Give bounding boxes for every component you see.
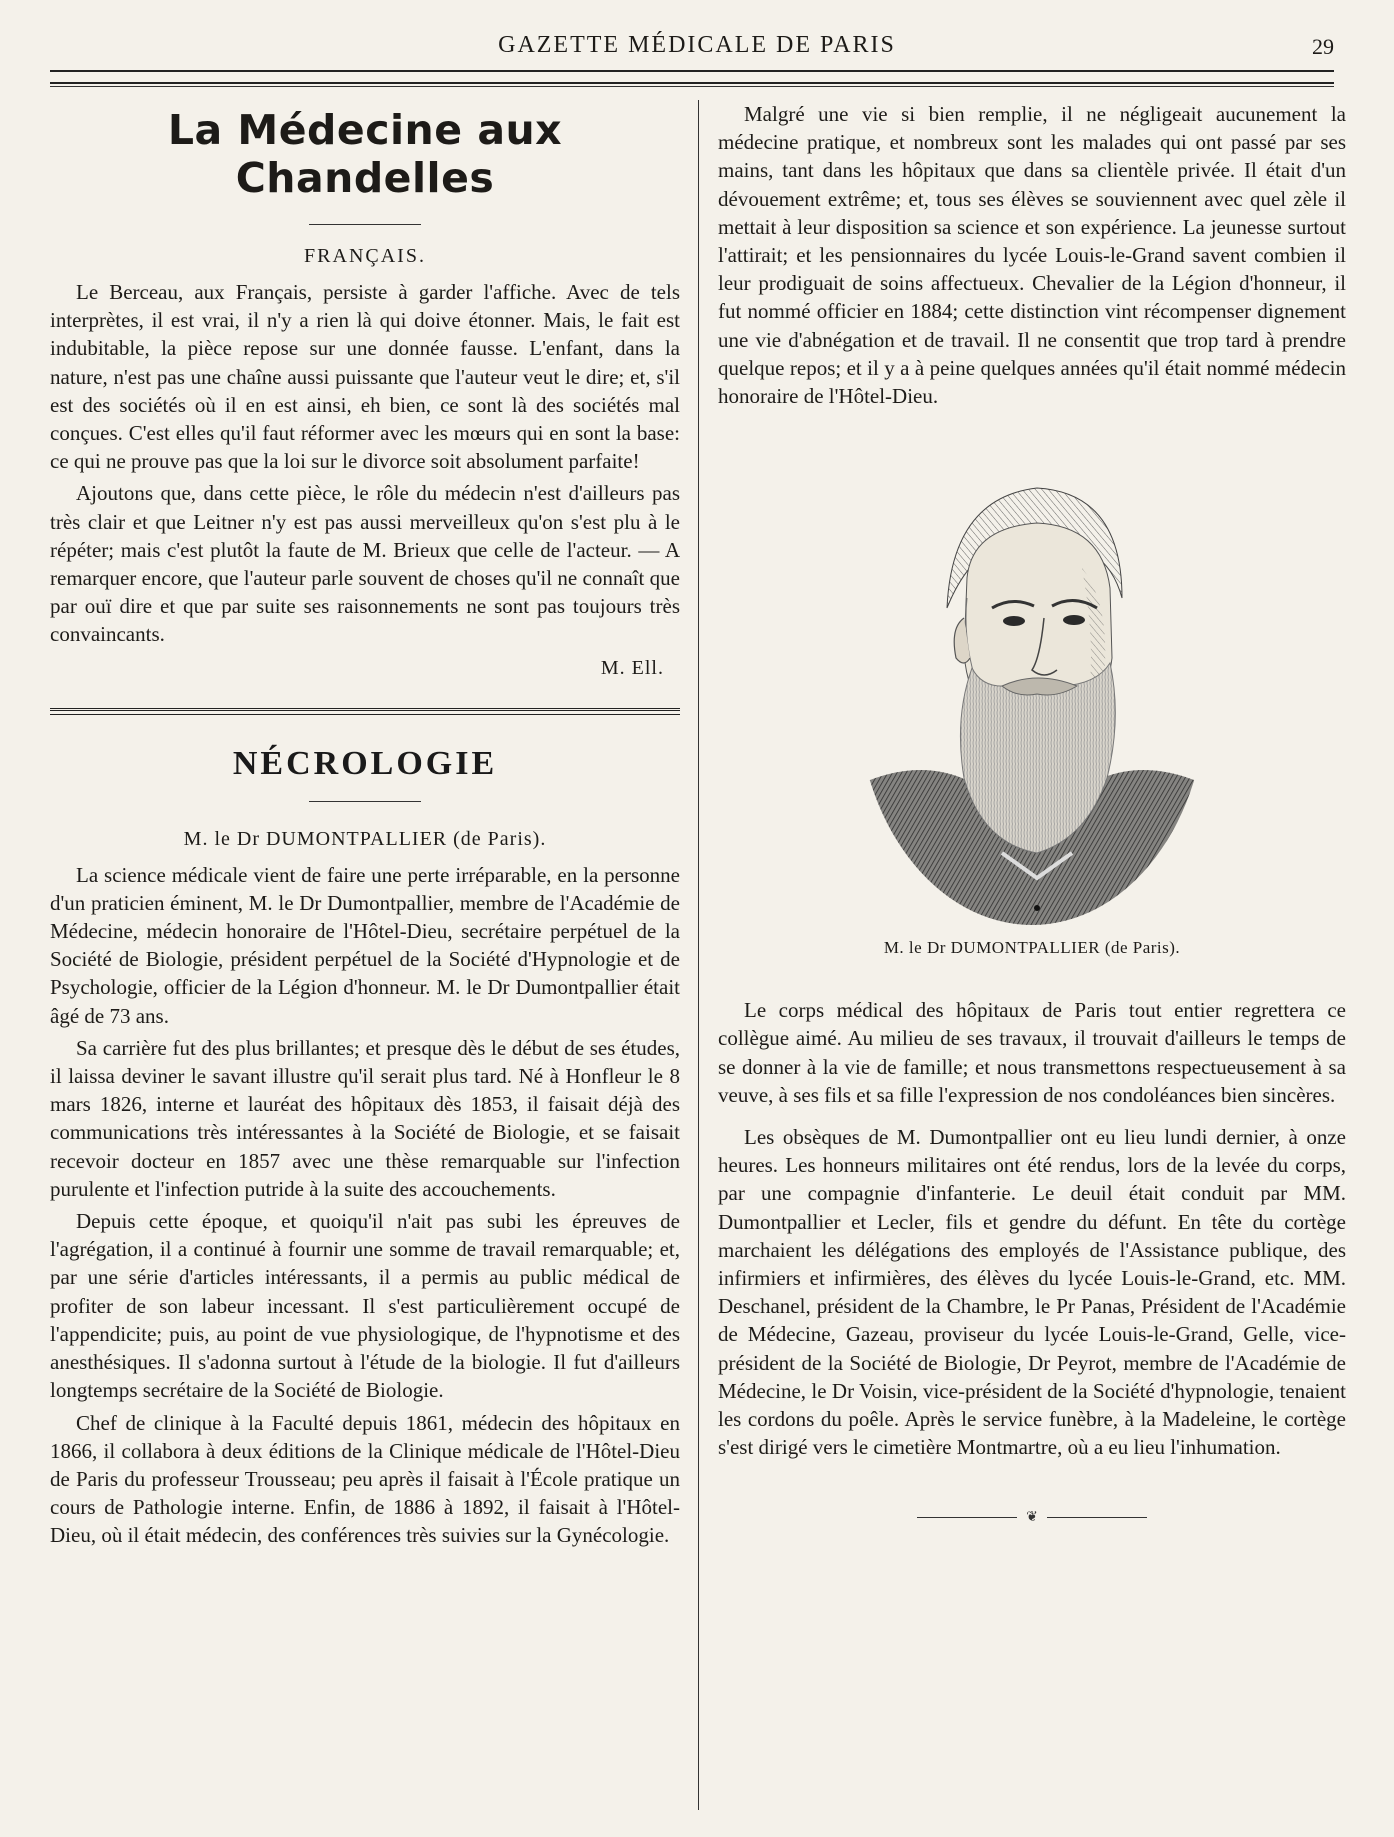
- obituary-paragraph-6: Le corps médical des hôpitaux de Paris tout entier regrettera ce collègue aimé. Au milieu de ses travaux, il trouvait d'ailleurs le temps de se donner à la vie de famille; et nous transmettons respectueusement à sa veuve, à ses fils et sa fille l'expression de nos condoléances bien sincères.: [718, 998, 1346, 1107]
- obituary-paragraph-1: La science médicale vient de faire une perte irréparable, en la personne d'un praticien éminent, M. le Dr Dumontpallier, membre de l'Académie de Médecine, médecin honoraire de l'Hôtel-Dieu, secrétaire perpétuel de la Société de Biologie, président perpétuel de la Société d'Hypnologie et de Psychologie, officier de la Légion d'honneur. M. le Dr Dumontpallier était âgé de 73 ans.: [50, 862, 680, 1028]
- necrologie-heading: NÉCROLOGIE: [232, 744, 498, 782]
- obituary-paragraph-5: Malgré une vie si bien remplie, il ne négligeait aucunement la médecine pratique, et nombreux sont les malades qui ont passé par ses mains, tant dans les hôpitaux que dans sa clientèle privée. Il était d'un dévouement extrême; et, tous ses élèves se souviennent avec quel zèle il mettait à leur disposition sa science et son expérience. La jeunesse surtout l'attirait; et les pensionnaires du lycée Louis-le-Grand savent combien il leur prodiguait de soins affectueux. Chevalier de la Légion d'honneur, il fut nommé officier en 1884; cette distinction vint récompenser dignement une vie d'abnégation et de travail. Il ne consentit que trop tard à prendre quelque repos; et il y a à peine quelques années qu'il était nommé médecin honoraire de l'Hôtel-Dieu.: [718, 102, 1346, 409]
- necrologie-rule: [309, 801, 421, 802]
- ornament-flourish-icon: ❦: [1021, 1509, 1043, 1526]
- obituary-paragraph-2: Sa carrière fut des plus brillantes; et presque dès le début de ses études, il laissa deviner le savant illustre qu'il serait plus tard. Né à Honfleur le 8 mars 1826, interne et lauréat des hôpitaux dès 1853, il faisait déjà des communications très intéressantes à la Société de Biologie, et se faisait recevoir docteur en 1857 avec une thèse remarquable sur l'infection purulente et l'infection putride à la suite des accouchements.: [50, 1035, 680, 1201]
- portrait-figure: [718, 458, 1346, 958]
- header-double-rule: [50, 70, 1334, 84]
- portrait-caption: M. le Dr DUMONTPALLIER (de Paris).: [883, 938, 1181, 958]
- obituary-paragraph-4: Chef de clinique à la Faculté depuis 1861, médecin des hôpitaux en 1866, il collabora à deux éditions de la Clinique médicale de l'Hôtel-Dieu de Paris du professeur Trousseau; peu après il faisait à l'École pratique un cours de Pathologie interne. Enfin, de 1886 à 1892, il faisait à l'Hôtel-Dieu, où il était médecin, des conférences très suivies sur la Gynécologie.: [50, 1410, 680, 1548]
- right-column: [718, 100, 1346, 1525]
- obituary-paragraph-7: Les obsèques de M. Dumontpallier ont eu lieu lundi dernier, à onze heures. Les honneurs militaires ont été rendus, lors de la levée du corps, par une compagnie d'infanterie. Le deuil était conduit par MM. Dumontpallier et Lecler, fils et gendre du défunt. En tête du cortège marchaient les délégations des employés de l'Assistance publique, des infirmiers et infirmières, des élèves du lycée Louis-le-Grand, etc. MM. Deschanel, président de la Chambre, le Pr Panas, Président de l'Académie de Médecine, Gazeau, proviseur du lycée Louis-le-Grand, Gelle, vice-président de la Société de Biologie, Dr Peyrot, membre de l'Académie de Médecine, le Dr Voisin, vice-président de la Société d'hypnologie, tenaient les cordons du poêle. Après le service funèbre, à la Madeleine, le cortège s'est dirigé vers le cimetière Montmartre, où a eu lieu l'inhumation.: [718, 1125, 1346, 1460]
- review-paragraph-2: Ajoutons que, dans cette pièce, le rôle du médecin n'est d'ailleurs pas très clair et que Leitner n'y est pas aussi merveilleux qu'on s'est plu à le répéter; mais c'est plutôt la faute de M. Brieux que celle de l'acteur. — A remarquer encore, que l'auteur parle souvent de choses qu'il ne connaît que par ouï dire et que par suite ses raisonnements ne sont pas toujours très convaincants.: [50, 481, 680, 647]
- review-paragraph-1: Le Berceau, aux Français, persiste à garder l'affiche. Avec de tels interprètes, il est vrai, il n'y a rien là qui doive étonner. Mais, le fait est indubitable, la pièce repose sur une donnée fausse. L'enfant, dans la nature, n'est pas une chaîne aussi puissante que l'auteur veut le dire; et, s'il est des sociétés où il en est ainsi, eh bien, ce sont là des sociétés mal conçues. C'est elles qu'il faut réformer avec les mœurs qui en sont la base: ce qui ne prouve pas que la loi sur le divorce soit absolument parfaite!: [50, 280, 680, 474]
- end-ornament: [718, 1509, 1346, 1525]
- section-separator: [50, 708, 680, 715]
- portrait-engraving: [852, 458, 1212, 928]
- ornament-line-right: [1047, 1517, 1147, 1518]
- review-signature: M. Ell.: [600, 656, 664, 679]
- obituary-heading: M. le Dr DUMONTPALLIER (de Paris).: [183, 827, 547, 850]
- left-column: [50, 100, 680, 1550]
- ornament-line-left: [917, 1517, 1017, 1518]
- page-number: 29: [1312, 34, 1334, 59]
- obituary-paragraph-3: Depuis cette époque, et quoiqu'il n'ait pas subi les épreuves de l'agrégation, il a continué à fournir une somme de travail remarquable; et, par une série d'articles intéressants, il a permis au public médical de profiter de son labeur incessant. Il s'est particulièrement occupé de l'appendicite; puis, au point de vue physiologique, de l'hypnotisme et des anesthésiques. Il s'adonna surtout à l'étude de la biologie. Il fut d'ailleurs longtemps secrétaire de la Société de Biologie.: [50, 1209, 680, 1403]
- section-title: La Médecine aux Chandelles: [167, 106, 563, 202]
- journal-title: GAZETTE MÉDICALE DE PARIS: [498, 32, 896, 58]
- column-divider: [698, 100, 699, 1810]
- title-rule: [309, 224, 421, 225]
- header-thin-rule: [50, 86, 1334, 87]
- theatre-subhead: FRANÇAIS.: [304, 245, 426, 267]
- running-head: [60, 28, 1334, 68]
